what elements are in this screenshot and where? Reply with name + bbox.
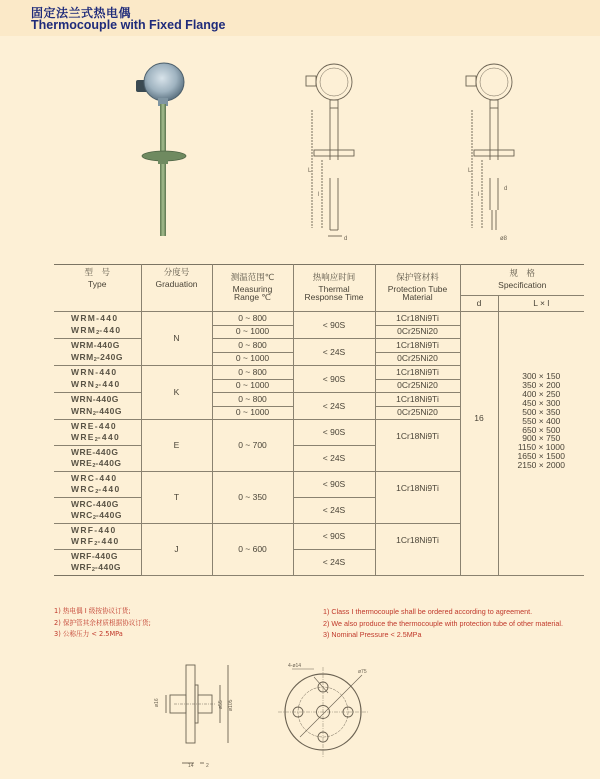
response-cell: < 24S	[293, 498, 375, 524]
type-cell: WRC2-440G	[54, 511, 141, 524]
range-cell: 0 ~ 700	[212, 420, 293, 472]
type-cell: WRF2-440G	[54, 563, 141, 576]
svg-text:4-ø14: 4-ø14	[288, 663, 302, 669]
graduation-cell: J	[141, 524, 212, 576]
svg-text:14: 14	[188, 763, 194, 769]
material-cell: 1Cr18Ni9Ti	[375, 472, 460, 524]
range-cell: 0 ~ 1000	[212, 352, 293, 366]
svg-text:ø16: ø16	[154, 698, 160, 707]
d-cell: 16	[460, 312, 498, 576]
drawing-standard	[290, 60, 370, 240]
spec-table	[54, 264, 584, 576]
range-cell: 0 ~ 800	[212, 393, 293, 407]
header-response: 热响应时间 Thermal Response Time	[293, 265, 375, 312]
response-cell: < 90S	[293, 524, 375, 550]
header-ll: L × l	[498, 296, 584, 312]
type-cell: WRC-440	[54, 472, 141, 485]
type-cell: WRN2-440G	[54, 406, 141, 420]
svg-text:l: l	[318, 192, 320, 198]
material-cell: 1Cr18Ni9Ti	[375, 420, 460, 472]
svg-text:d: d	[504, 186, 508, 192]
response-cell: < 90S	[293, 366, 375, 393]
type-cell: WRC2-440	[54, 485, 141, 498]
type-cell: WRE2-440G	[54, 459, 141, 472]
range-cell: 0 ~ 1000	[212, 406, 293, 420]
material-cell: 0Cr25Ni20	[375, 325, 460, 339]
graduation-cell: N	[141, 312, 212, 366]
type-cell: WRM-440	[54, 312, 141, 326]
ll-cell: 300 × 150 350 × 200 400 × 250 450 × 300 500 × 350 550 × 400 650 × 500 900 × 750 1150 × 1000 1650 × 1500 2150 × 2000	[498, 312, 584, 576]
response-cell: < 90S	[293, 472, 375, 498]
type-cell: WRM2-440	[54, 325, 141, 339]
response-cell: < 90S	[293, 312, 375, 339]
type-cell: WRE-440	[54, 420, 141, 433]
material-cell: 1Cr18Ni9Ti	[375, 339, 460, 353]
header-graduation: 分度号 Graduation	[141, 265, 212, 312]
header-range: 测温范围℃ Measuring Range ℃	[212, 265, 293, 312]
header-d: d	[460, 296, 498, 312]
response-cell: < 90S	[293, 420, 375, 446]
material-cell: 1Cr18Ni9Ti	[375, 393, 460, 407]
range-cell: 0 ~ 800	[212, 339, 293, 353]
response-cell: < 24S	[293, 339, 375, 366]
range-cell: 0 ~ 1000	[212, 379, 293, 393]
svg-text:L: L	[468, 168, 472, 174]
thermocouple-photo	[128, 60, 208, 240]
svg-text:2: 2	[206, 763, 209, 769]
notes-en: 1) Class Ⅰ thermocouple shall be ordered according to agreement. 2) We also produce the thermocouple with protection tube of other material. 3) Nominal Pressure < 2.5MPa	[323, 607, 563, 639]
flange-front-drawing	[270, 655, 375, 765]
type-cell: WRN-440G	[54, 393, 141, 407]
page-title-en: Thermocouple with Fixed Flange	[31, 18, 226, 32]
svg-text:ø8: ø8	[500, 236, 508, 240]
graduation-cell: E	[141, 420, 212, 472]
graduation-cell: T	[141, 472, 212, 524]
material-cell: 1Cr18Ni9Ti	[375, 366, 460, 380]
range-cell: 0 ~ 800	[212, 366, 293, 380]
header-material: 保护管材料 Protection Tube Material	[375, 265, 460, 312]
graduation-cell: K	[141, 366, 212, 420]
range-cell: 0 ~ 1000	[212, 325, 293, 339]
type-cell: WRE-440G	[54, 446, 141, 459]
range-cell: 0 ~ 600	[212, 524, 293, 576]
type-cell: WRE2-440	[54, 433, 141, 446]
type-cell: WRF-440	[54, 524, 141, 537]
range-cell: 0 ~ 800	[212, 312, 293, 326]
svg-text:d: d	[344, 236, 348, 240]
type-cell: WRN-440	[54, 366, 141, 380]
material-cell: 0Cr25Ni20	[375, 379, 460, 393]
type-cell: WRF-440G	[54, 550, 141, 563]
type-cell: WRN2-440	[54, 379, 141, 393]
type-cell: WRM2-240G	[54, 352, 141, 366]
material-cell: 1Cr18Ni9Ti	[375, 312, 460, 326]
svg-text:l: l	[478, 192, 480, 198]
drawing-tapered	[450, 60, 530, 240]
svg-text:L: L	[308, 168, 312, 174]
notes-cn: 1) 热电偶 I 级按协议订货; 2) 保护管其余材质根据协议订货; 3) 公称压力 < 2.5MPa	[54, 607, 151, 638]
page-title-cn: 固定法兰式热电偶	[31, 6, 132, 20]
type-cell: WRF2-440	[54, 537, 141, 550]
type-cell: WRC-440G	[54, 498, 141, 511]
header-spec: 规 格 Specification	[460, 265, 584, 296]
response-cell: < 24S	[293, 446, 375, 472]
type-cell: WRM-440G	[54, 339, 141, 353]
material-cell: 0Cr25Ni20	[375, 406, 460, 420]
material-cell: 1Cr18Ni9Ti	[375, 524, 460, 576]
header-type: 型 号 Type	[54, 265, 141, 312]
range-cell: 0 ~ 350	[212, 472, 293, 524]
svg-text:ø55: ø55	[218, 700, 224, 709]
response-cell: < 24S	[293, 393, 375, 420]
svg-text:ø105: ø105	[228, 699, 234, 711]
svg-text:ø75: ø75	[358, 669, 367, 675]
flange-side-drawing	[150, 655, 250, 779]
response-cell: < 24S	[293, 550, 375, 576]
material-cell: 0Cr25Ni20	[375, 352, 460, 366]
